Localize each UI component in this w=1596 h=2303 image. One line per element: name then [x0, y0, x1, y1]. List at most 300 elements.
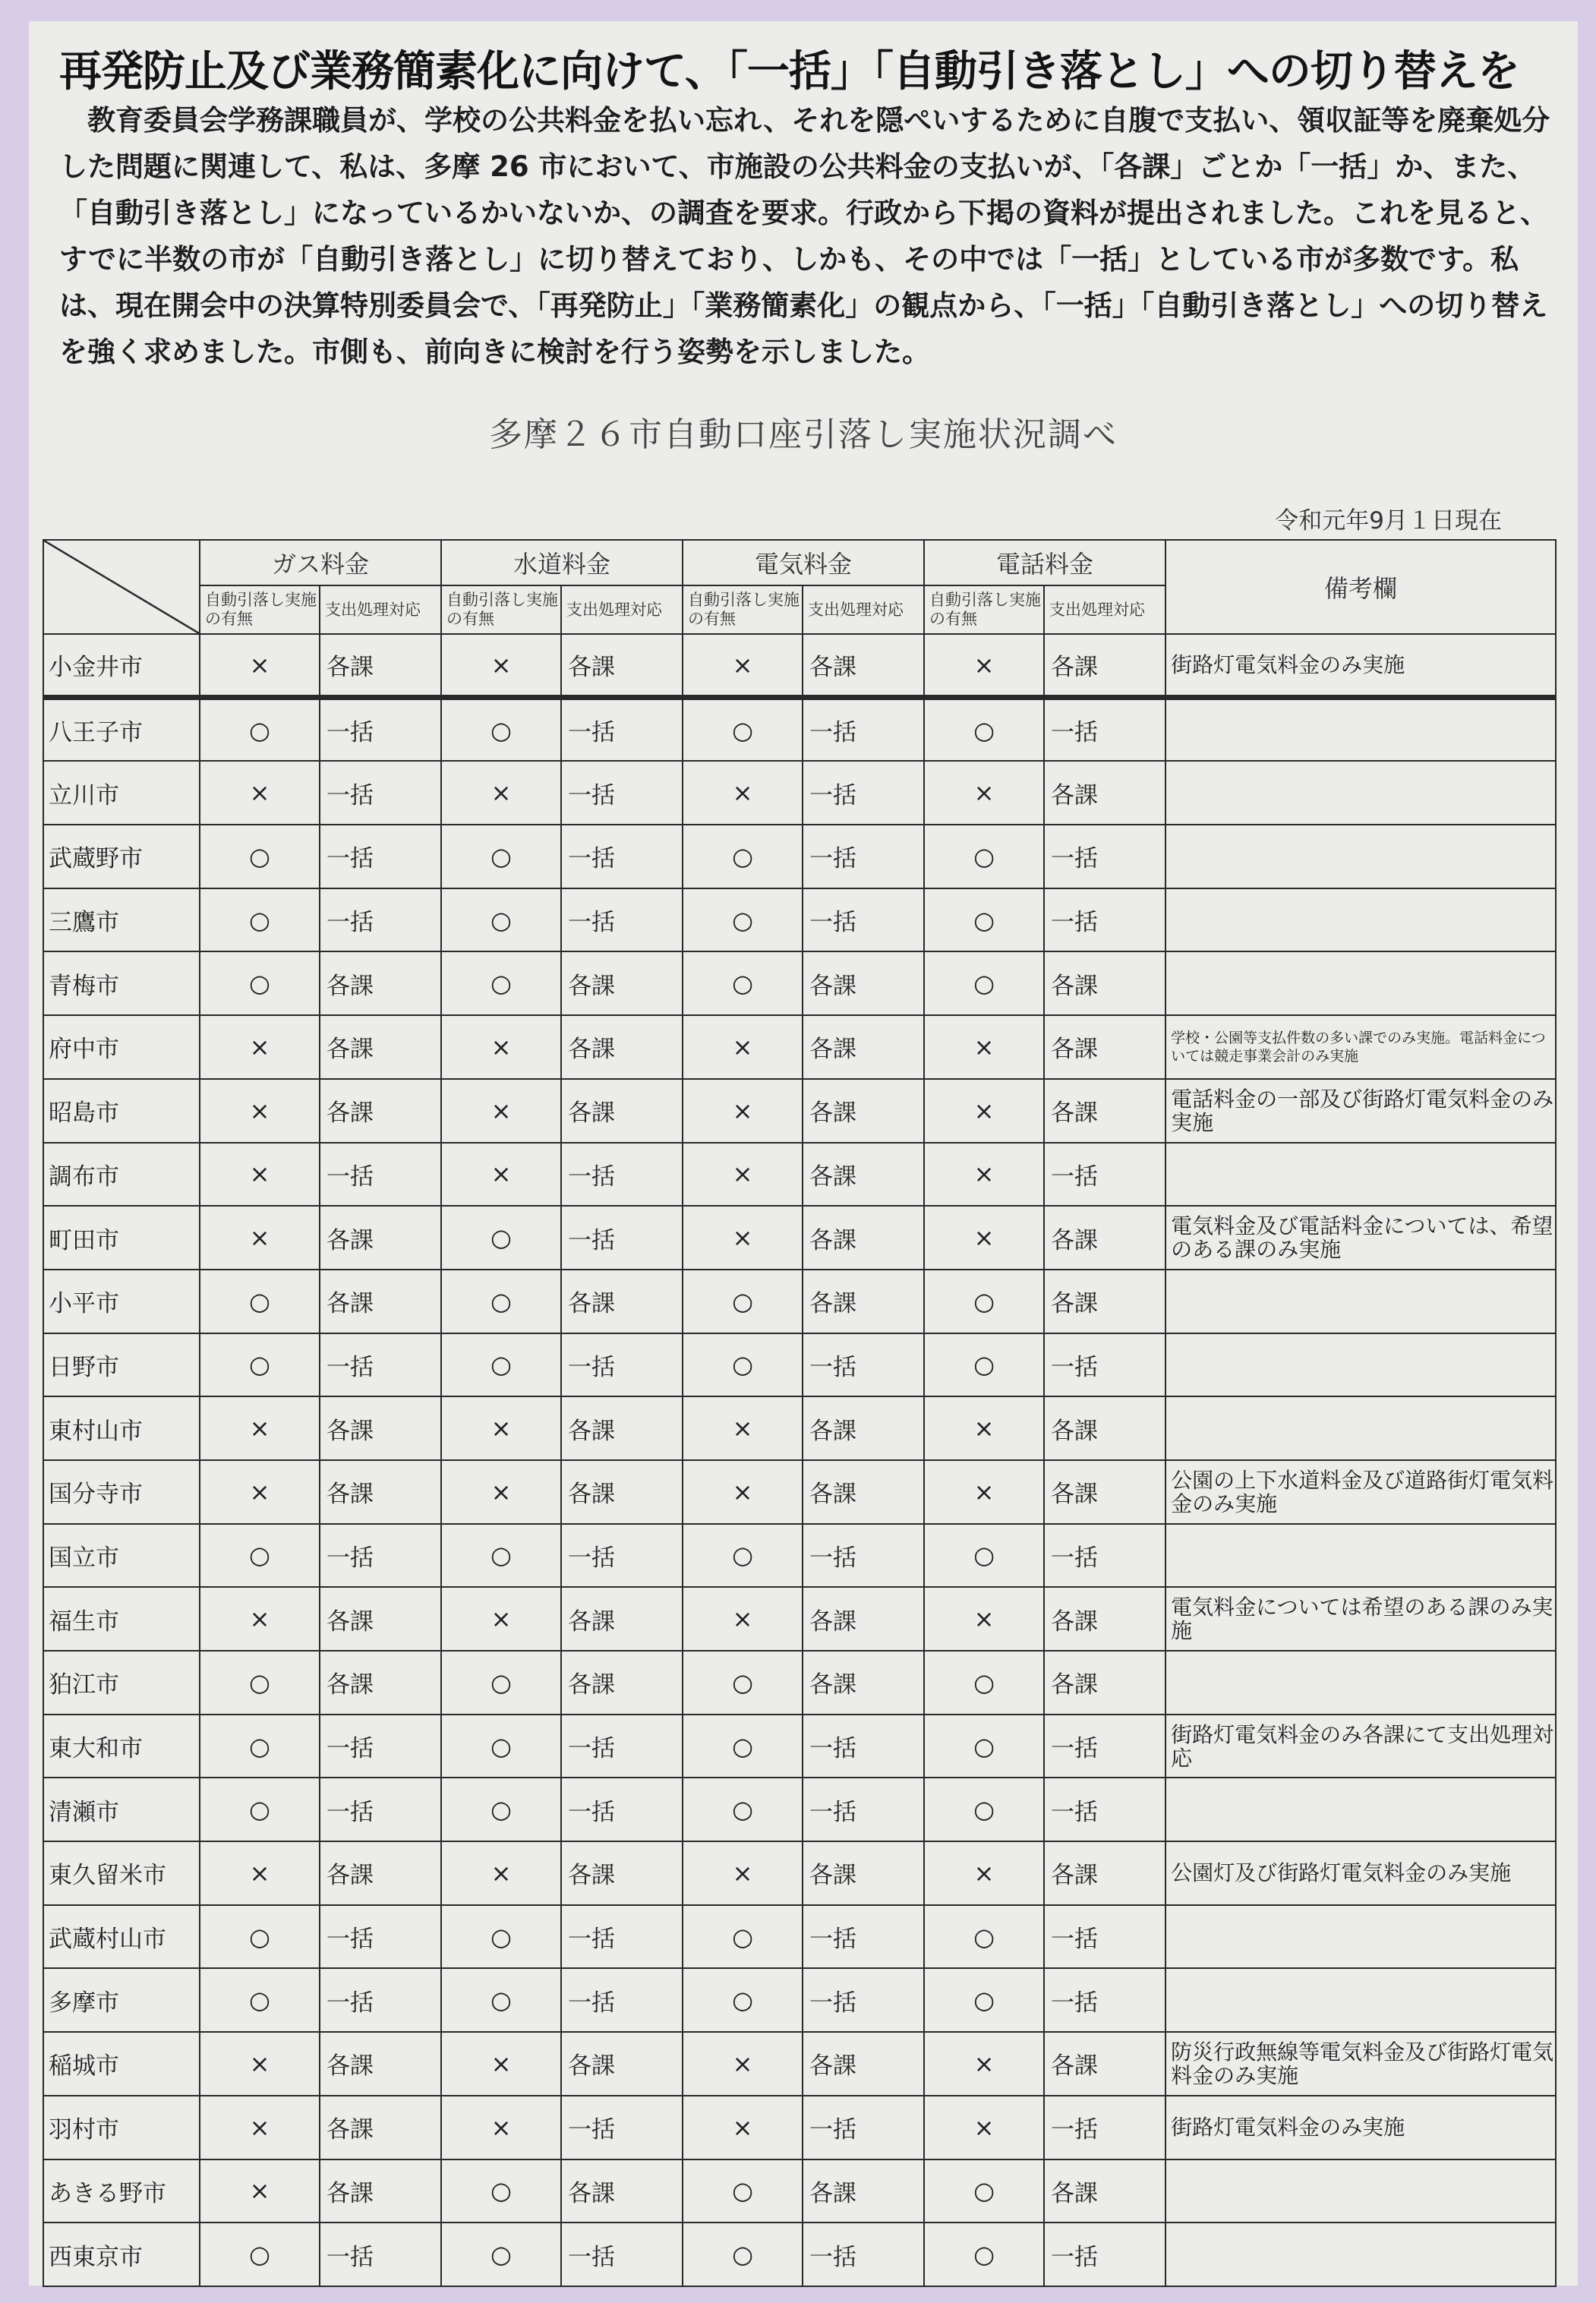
table-row: [43, 1778, 1556, 1841]
table-row: [43, 1143, 1556, 1207]
table-title: 多摩２６市自動口座引落し実施状況調べ: [489, 415, 1118, 454]
gas-auto-debit: ○: [200, 1778, 320, 1841]
water-auto-debit: ×: [441, 634, 561, 698]
table-row: [43, 1333, 1556, 1397]
phone-auto-debit: ○: [924, 951, 1044, 1015]
electric-processing: 一括: [803, 825, 924, 888]
water-processing: 各課: [561, 1396, 683, 1460]
group-header-electric: 電気料金: [683, 540, 924, 585]
phone-auto-debit: ○: [924, 1905, 1044, 1969]
group-header-phone: 電話料金: [924, 540, 1165, 585]
gas-auto-debit: ○: [200, 951, 320, 1015]
gas-auto-debit: ×: [200, 2032, 320, 2096]
water-auto-debit: ○: [441, 888, 561, 952]
gas-auto-debit: ×: [200, 1587, 320, 1651]
electric-auto-debit: ×: [683, 761, 803, 825]
water-auto-debit: ○: [441, 1524, 561, 1588]
gas-processing: 一括: [320, 1968, 441, 2032]
table-row: [43, 698, 1556, 762]
gas-auto-debit: ×: [200, 2096, 320, 2159]
electric-processing: 一括: [803, 1524, 924, 1588]
document-page: [29, 21, 1578, 2286]
gas-processing: 各課: [320, 1587, 441, 1651]
water-auto-debit: ×: [441, 761, 561, 825]
electric-auto-debit: ○: [683, 1270, 803, 1333]
electric-processing: 一括: [803, 888, 924, 952]
water-processing: 一括: [561, 1206, 683, 1270]
remark-cell: 電話料金の一部及び街路灯電気料金のみ実施: [1165, 1079, 1556, 1143]
gas-auto-debit: ×: [200, 1079, 320, 1143]
table-row: [43, 2159, 1556, 2223]
phone-auto-debit: ○: [924, 2223, 1044, 2286]
gas-processing: 各課: [320, 2096, 441, 2159]
sub-header-auto: 自動引落し実施の有無: [683, 585, 803, 634]
gas-auto-debit: ○: [200, 1333, 320, 1397]
remark-cell: [1165, 825, 1556, 888]
phone-auto-debit: ×: [924, 1206, 1044, 1270]
water-processing: 一括: [561, 2096, 683, 2159]
water-auto-debit: ○: [441, 698, 561, 762]
sub-header-method: 支出処理対応: [1044, 585, 1165, 634]
table-row: [43, 634, 1556, 698]
phone-processing: 各課: [1044, 2159, 1165, 2223]
electric-processing: 一括: [803, 1905, 924, 1969]
electric-processing: 一括: [803, 698, 924, 762]
remark-cell: 防災行政無線等電気料金及び街路灯電気料金のみ実施: [1165, 2032, 1556, 2096]
phone-processing: 各課: [1044, 951, 1165, 1015]
table-row: [43, 825, 1556, 888]
electric-processing: 各課: [803, 1015, 924, 1079]
water-processing: 一括: [561, 1905, 683, 1969]
phone-processing: 各課: [1044, 2032, 1165, 2096]
gas-processing: 一括: [320, 1333, 441, 1397]
electric-processing: 一括: [803, 1968, 924, 2032]
electric-auto-debit: ×: [683, 1015, 803, 1079]
phone-auto-debit: ×: [924, 1396, 1044, 1460]
phone-processing: 一括: [1044, 1715, 1165, 1778]
city-name: 武蔵村山市: [43, 1905, 200, 1969]
group-header-gas: ガス料金: [200, 540, 441, 585]
phone-auto-debit: ○: [924, 1715, 1044, 1778]
electric-auto-debit: ○: [683, 698, 803, 762]
phone-processing: 一括: [1044, 888, 1165, 952]
phone-processing: 各課: [1044, 1206, 1165, 1270]
table-row: [43, 1270, 1556, 1333]
gas-auto-debit: ×: [200, 2159, 320, 2223]
gas-processing: 一括: [320, 698, 441, 762]
gas-auto-debit: ×: [200, 1396, 320, 1460]
gas-auto-debit: ×: [200, 1841, 320, 1905]
phone-processing: 各課: [1044, 634, 1165, 698]
water-auto-debit: ○: [441, 1905, 561, 1969]
phone-auto-debit: ×: [924, 1015, 1044, 1079]
phone-processing: 各課: [1044, 1079, 1165, 1143]
phone-processing: 各課: [1044, 1841, 1165, 1905]
gas-auto-debit: ○: [200, 1968, 320, 2032]
electric-processing: 各課: [803, 1206, 924, 1270]
phone-auto-debit: ×: [924, 1460, 1044, 1524]
water-auto-debit: ×: [441, 1143, 561, 1207]
remark-cell: [1165, 1905, 1556, 1969]
water-auto-debit: ○: [441, 2223, 561, 2286]
phone-auto-debit: ×: [924, 1587, 1044, 1651]
remark-cell: [1165, 1651, 1556, 1715]
remark-cell: 公園の上下水道料金及び道路街灯電気料金のみ実施: [1165, 1460, 1556, 1524]
electric-auto-debit: ×: [683, 2032, 803, 2096]
table-row: [43, 1587, 1556, 1651]
phone-auto-debit: ×: [924, 761, 1044, 825]
city-name: 狛江市: [43, 1651, 200, 1715]
electric-auto-debit: ○: [683, 1333, 803, 1397]
gas-auto-debit: ×: [200, 634, 320, 698]
phone-auto-debit: ×: [924, 634, 1044, 698]
sub-header-method: 支出処理対応: [561, 585, 683, 634]
gas-processing: 各課: [320, 634, 441, 698]
phone-auto-debit: ×: [924, 1143, 1044, 1207]
city-name: 西東京市: [43, 2223, 200, 2286]
gas-processing: 各課: [320, 1460, 441, 1524]
remark-cell: [1165, 951, 1556, 1015]
water-processing: 各課: [561, 951, 683, 1015]
table-row: [43, 761, 1556, 825]
phone-auto-debit: ○: [924, 825, 1044, 888]
electric-processing: 各課: [803, 634, 924, 698]
electric-processing: 各課: [803, 2159, 924, 2223]
survey-table: [43, 539, 1557, 2287]
table-row: [43, 1905, 1556, 1969]
phone-processing: 一括: [1044, 1968, 1165, 2032]
body-text: 教育委員会学務課職員が、学校の公共料金を払い忘れ、それを隠ぺいするために自腹で支払い、領収証等を廃棄処分した問題に関連して、私は、多摩 26 市において、市施設の公共料金の支払いが、「各課」ごとか「一括」か、また、「自動引き落とし」になっているかいないか、の調査を要求。行政から下掲の資料が提出されました。これを見ると、すでに半数の市が「自動引き落とし」に切り替えており、しかも、その中では「一括」としている市が多数です。私は、現在開会中の決算特別委員会で、「再発防止」「業務簡素化」の観点から、「一括」「自動引き落とし」への切り替えを強く求めました。市側も、前向きに検討を行う姿勢を示しました。: [59, 104, 1550, 368]
city-name: 日野市: [43, 1333, 200, 1397]
phone-auto-debit: ○: [924, 888, 1044, 952]
city-name: 東久留米市: [43, 1841, 200, 1905]
water-auto-debit: ○: [441, 1715, 561, 1778]
gas-auto-debit: ○: [200, 1905, 320, 1969]
water-processing: 一括: [561, 888, 683, 952]
gas-processing: 一括: [320, 1778, 441, 1841]
water-auto-debit: ×: [441, 1079, 561, 1143]
city-name: 小平市: [43, 1270, 200, 1333]
water-processing: 各課: [561, 2032, 683, 2096]
phone-auto-debit: ×: [924, 2032, 1044, 2096]
remark-cell: [1165, 2223, 1556, 2286]
electric-processing: 各課: [803, 1396, 924, 1460]
phone-auto-debit: ×: [924, 1841, 1044, 1905]
sub-header-auto: 自動引落し実施の有無: [200, 585, 320, 634]
electric-auto-debit: ○: [683, 1524, 803, 1588]
phone-processing: 各課: [1044, 1396, 1165, 1460]
city-name: 調布市: [43, 1143, 200, 1207]
gas-auto-debit: ○: [200, 1651, 320, 1715]
gas-processing: 各課: [320, 1015, 441, 1079]
gas-auto-debit: ○: [200, 1524, 320, 1588]
water-processing: 各課: [561, 1460, 683, 1524]
table-row: [43, 1015, 1556, 1079]
electric-auto-debit: ○: [683, 1905, 803, 1969]
city-name: 武蔵野市: [43, 825, 200, 888]
water-auto-debit: ○: [441, 1651, 561, 1715]
phone-processing: 一括: [1044, 2096, 1165, 2159]
electric-processing: 各課: [803, 951, 924, 1015]
table-row: [43, 951, 1556, 1015]
gas-auto-debit: ×: [200, 1206, 320, 1270]
phone-processing: 一括: [1044, 1905, 1165, 1969]
water-processing: 一括: [561, 825, 683, 888]
gas-processing: 一括: [320, 1905, 441, 1969]
water-auto-debit: ×: [441, 1015, 561, 1079]
corner-cell: [43, 540, 200, 634]
electric-processing: 各課: [803, 1270, 924, 1333]
water-auto-debit: ○: [441, 1333, 561, 1397]
headline: 再発防止及び業務簡素化に向けて、「一括」「自動引き落とし」への切り替えを: [59, 47, 1519, 96]
phone-processing: 一括: [1044, 698, 1165, 762]
water-auto-debit: ×: [441, 2096, 561, 2159]
remark-cell: [1165, 1270, 1556, 1333]
table-row: [43, 2096, 1556, 2159]
electric-processing: 一括: [803, 1778, 924, 1841]
water-auto-debit: ○: [441, 1778, 561, 1841]
remark-cell: 街路灯電気料金のみ各課にて支出処理対応: [1165, 1715, 1556, 1778]
gas-auto-debit: ○: [200, 698, 320, 762]
city-name: 東村山市: [43, 1396, 200, 1460]
phone-auto-debit: ○: [924, 2159, 1044, 2223]
electric-auto-debit: ×: [683, 1206, 803, 1270]
remark-cell: 街路灯電気料金のみ実施: [1165, 634, 1556, 698]
table-row: [43, 2223, 1556, 2286]
electric-processing: 各課: [803, 1079, 924, 1143]
phone-auto-debit: ×: [924, 1079, 1044, 1143]
electric-auto-debit: ○: [683, 1651, 803, 1715]
city-name: 東大和市: [43, 1715, 200, 1778]
table-row: [43, 1396, 1556, 1460]
city-name: 立川市: [43, 761, 200, 825]
remark-cell: [1165, 1778, 1556, 1841]
gas-auto-debit: ○: [200, 825, 320, 888]
phone-auto-debit: ×: [924, 2096, 1044, 2159]
water-processing: 一括: [561, 2223, 683, 2286]
sub-header-method: 支出処理対応: [320, 585, 441, 634]
water-auto-debit: ○: [441, 825, 561, 888]
body-paragraph: [59, 97, 1563, 375]
remark-cell: 電気料金については希望のある課のみ実施: [1165, 1587, 1556, 1651]
remark-cell: [1165, 2159, 1556, 2223]
phone-auto-debit: ○: [924, 1651, 1044, 1715]
gas-auto-debit: ×: [200, 1015, 320, 1079]
remark-cell: [1165, 1333, 1556, 1397]
water-auto-debit: ○: [441, 1270, 561, 1333]
water-processing: 一括: [561, 1778, 683, 1841]
gas-auto-debit: ○: [200, 1715, 320, 1778]
city-name: 府中市: [43, 1015, 200, 1079]
city-name: 八王子市: [43, 698, 200, 762]
phone-processing: 一括: [1044, 1143, 1165, 1207]
electric-auto-debit: ○: [683, 888, 803, 952]
gas-processing: 各課: [320, 1396, 441, 1460]
phone-processing: 各課: [1044, 1587, 1165, 1651]
gas-auto-debit: ○: [200, 1270, 320, 1333]
city-name: 青梅市: [43, 951, 200, 1015]
table-row: [43, 1715, 1556, 1778]
table-row: [43, 1079, 1556, 1143]
remark-cell: [1165, 888, 1556, 952]
electric-auto-debit: ○: [683, 2159, 803, 2223]
table-row: [43, 1524, 1556, 1588]
electric-processing: 各課: [803, 1460, 924, 1524]
water-auto-debit: ×: [441, 1841, 561, 1905]
remarks-header: 備考欄: [1165, 540, 1556, 634]
gas-processing: 一括: [320, 2223, 441, 2286]
water-processing: 各課: [561, 1587, 683, 1651]
electric-auto-debit: ×: [683, 1079, 803, 1143]
gas-processing: 一括: [320, 1715, 441, 1778]
phone-processing: 一括: [1044, 1778, 1165, 1841]
remark-cell: 学校・公園等支払件数の多い課でのみ実施。電話料金については競走事業会計のみ実施: [1165, 1015, 1556, 1079]
city-name: 昭島市: [43, 1079, 200, 1143]
electric-auto-debit: ○: [683, 1715, 803, 1778]
water-auto-debit: ×: [441, 1396, 561, 1460]
city-name: 三鷹市: [43, 888, 200, 952]
electric-auto-debit: ○: [683, 1778, 803, 1841]
phone-processing: 各課: [1044, 1651, 1165, 1715]
phone-auto-debit: ○: [924, 1524, 1044, 1588]
phone-auto-debit: ○: [924, 1778, 1044, 1841]
gas-processing: 一括: [320, 888, 441, 952]
phone-auto-debit: ○: [924, 1270, 1044, 1333]
water-processing: 一括: [561, 1333, 683, 1397]
gas-processing: 各課: [320, 2159, 441, 2223]
water-processing: 一括: [561, 698, 683, 762]
water-processing: 各課: [561, 1841, 683, 1905]
city-name: 国分寺市: [43, 1460, 200, 1524]
water-auto-debit: ×: [441, 1587, 561, 1651]
water-processing: 一括: [561, 1968, 683, 2032]
gas-auto-debit: ×: [200, 1143, 320, 1207]
water-processing: 各課: [561, 1651, 683, 1715]
remark-cell: [1165, 1143, 1556, 1207]
electric-processing: 一括: [803, 2223, 924, 2286]
electric-auto-debit: ×: [683, 634, 803, 698]
gas-processing: 各課: [320, 1079, 441, 1143]
table-row: [43, 2032, 1556, 2096]
water-auto-debit: ○: [441, 951, 561, 1015]
phone-processing: 各課: [1044, 761, 1165, 825]
electric-processing: 一括: [803, 1333, 924, 1397]
city-name: 多摩市: [43, 1968, 200, 2032]
gas-processing: 各課: [320, 951, 441, 1015]
city-name: あきる野市: [43, 2159, 200, 2223]
table-row: [43, 1460, 1556, 1524]
sub-header-auto: 自動引落し実施の有無: [441, 585, 561, 634]
electric-auto-debit: ×: [683, 1587, 803, 1651]
phone-processing: 各課: [1044, 1270, 1165, 1333]
remark-cell: [1165, 1396, 1556, 1460]
water-auto-debit: ×: [441, 2032, 561, 2096]
sub-header-method: 支出処理対応: [803, 585, 924, 634]
gas-auto-debit: ×: [200, 1460, 320, 1524]
city-name: 福生市: [43, 1587, 200, 1651]
phone-processing: 一括: [1044, 1333, 1165, 1397]
gas-auto-debit: ×: [200, 761, 320, 825]
gas-processing: 各課: [320, 1841, 441, 1905]
electric-auto-debit: ○: [683, 825, 803, 888]
electric-auto-debit: ×: [683, 1460, 803, 1524]
city-name: 小金井市: [43, 634, 200, 698]
sub-header-auto: 自動引落し実施の有無: [924, 585, 1044, 634]
gas-processing: 各課: [320, 1270, 441, 1333]
phone-processing: 一括: [1044, 2223, 1165, 2286]
gas-processing: 各課: [320, 2032, 441, 2096]
remark-cell: [1165, 761, 1556, 825]
electric-auto-debit: ○: [683, 951, 803, 1015]
phone-auto-debit: ○: [924, 1968, 1044, 2032]
electric-auto-debit: ×: [683, 2096, 803, 2159]
water-processing: 一括: [561, 1524, 683, 1588]
gas-processing: 各課: [320, 1206, 441, 1270]
phone-processing: 各課: [1044, 1460, 1165, 1524]
header-row-groups: [43, 540, 1556, 585]
water-auto-debit: ○: [441, 1968, 561, 2032]
remark-cell: 街路灯電気料金のみ実施: [1165, 2096, 1556, 2159]
water-auto-debit: ○: [441, 2159, 561, 2223]
water-processing: 各課: [561, 1015, 683, 1079]
city-name: 羽村市: [43, 2096, 200, 2159]
table-row: [43, 1968, 1556, 2032]
table-row: [43, 1841, 1556, 1905]
phone-processing: 一括: [1044, 1524, 1165, 1588]
gas-auto-debit: ○: [200, 2223, 320, 2286]
electric-processing: 各課: [803, 1143, 924, 1207]
group-header-water: 水道料金: [441, 540, 683, 585]
remark-cell: 電気料金及び電話料金については、希望のある課のみ実施: [1165, 1206, 1556, 1270]
electric-processing: 一括: [803, 2096, 924, 2159]
table-body: [43, 634, 1556, 2286]
remark-cell: 公園灯及び街路灯電気料金のみ実施: [1165, 1841, 1556, 1905]
phone-processing: 一括: [1044, 825, 1165, 888]
water-auto-debit: ×: [441, 1460, 561, 1524]
electric-auto-debit: ○: [683, 1968, 803, 2032]
electric-auto-debit: ×: [683, 1841, 803, 1905]
electric-processing: 各課: [803, 1651, 924, 1715]
electric-processing: 一括: [803, 1715, 924, 1778]
table-row: [43, 888, 1556, 952]
gas-processing: 一括: [320, 1524, 441, 1588]
water-processing: 一括: [561, 761, 683, 825]
phone-auto-debit: ○: [924, 1333, 1044, 1397]
gas-processing: 一括: [320, 761, 441, 825]
water-processing: 一括: [561, 1143, 683, 1207]
city-name: 清瀬市: [43, 1778, 200, 1841]
electric-processing: 各課: [803, 1841, 924, 1905]
phone-auto-debit: ○: [924, 698, 1044, 762]
electric-processing: 各課: [803, 2032, 924, 2096]
table-row: [43, 1651, 1556, 1715]
gas-auto-debit: ○: [200, 888, 320, 952]
remark-cell: [1165, 698, 1556, 762]
electric-auto-debit: ○: [683, 2223, 803, 2286]
city-name: 町田市: [43, 1206, 200, 1270]
gas-processing: 一括: [320, 1143, 441, 1207]
gas-processing: 各課: [320, 1651, 441, 1715]
water-processing: 各課: [561, 634, 683, 698]
water-processing: 各課: [561, 1270, 683, 1333]
gas-processing: 一括: [320, 825, 441, 888]
table-row: [43, 1206, 1556, 1270]
remark-cell: [1165, 1968, 1556, 2032]
water-processing: 各課: [561, 1079, 683, 1143]
electric-processing: 各課: [803, 1587, 924, 1651]
electric-processing: 一括: [803, 761, 924, 825]
city-name: 国立市: [43, 1524, 200, 1588]
